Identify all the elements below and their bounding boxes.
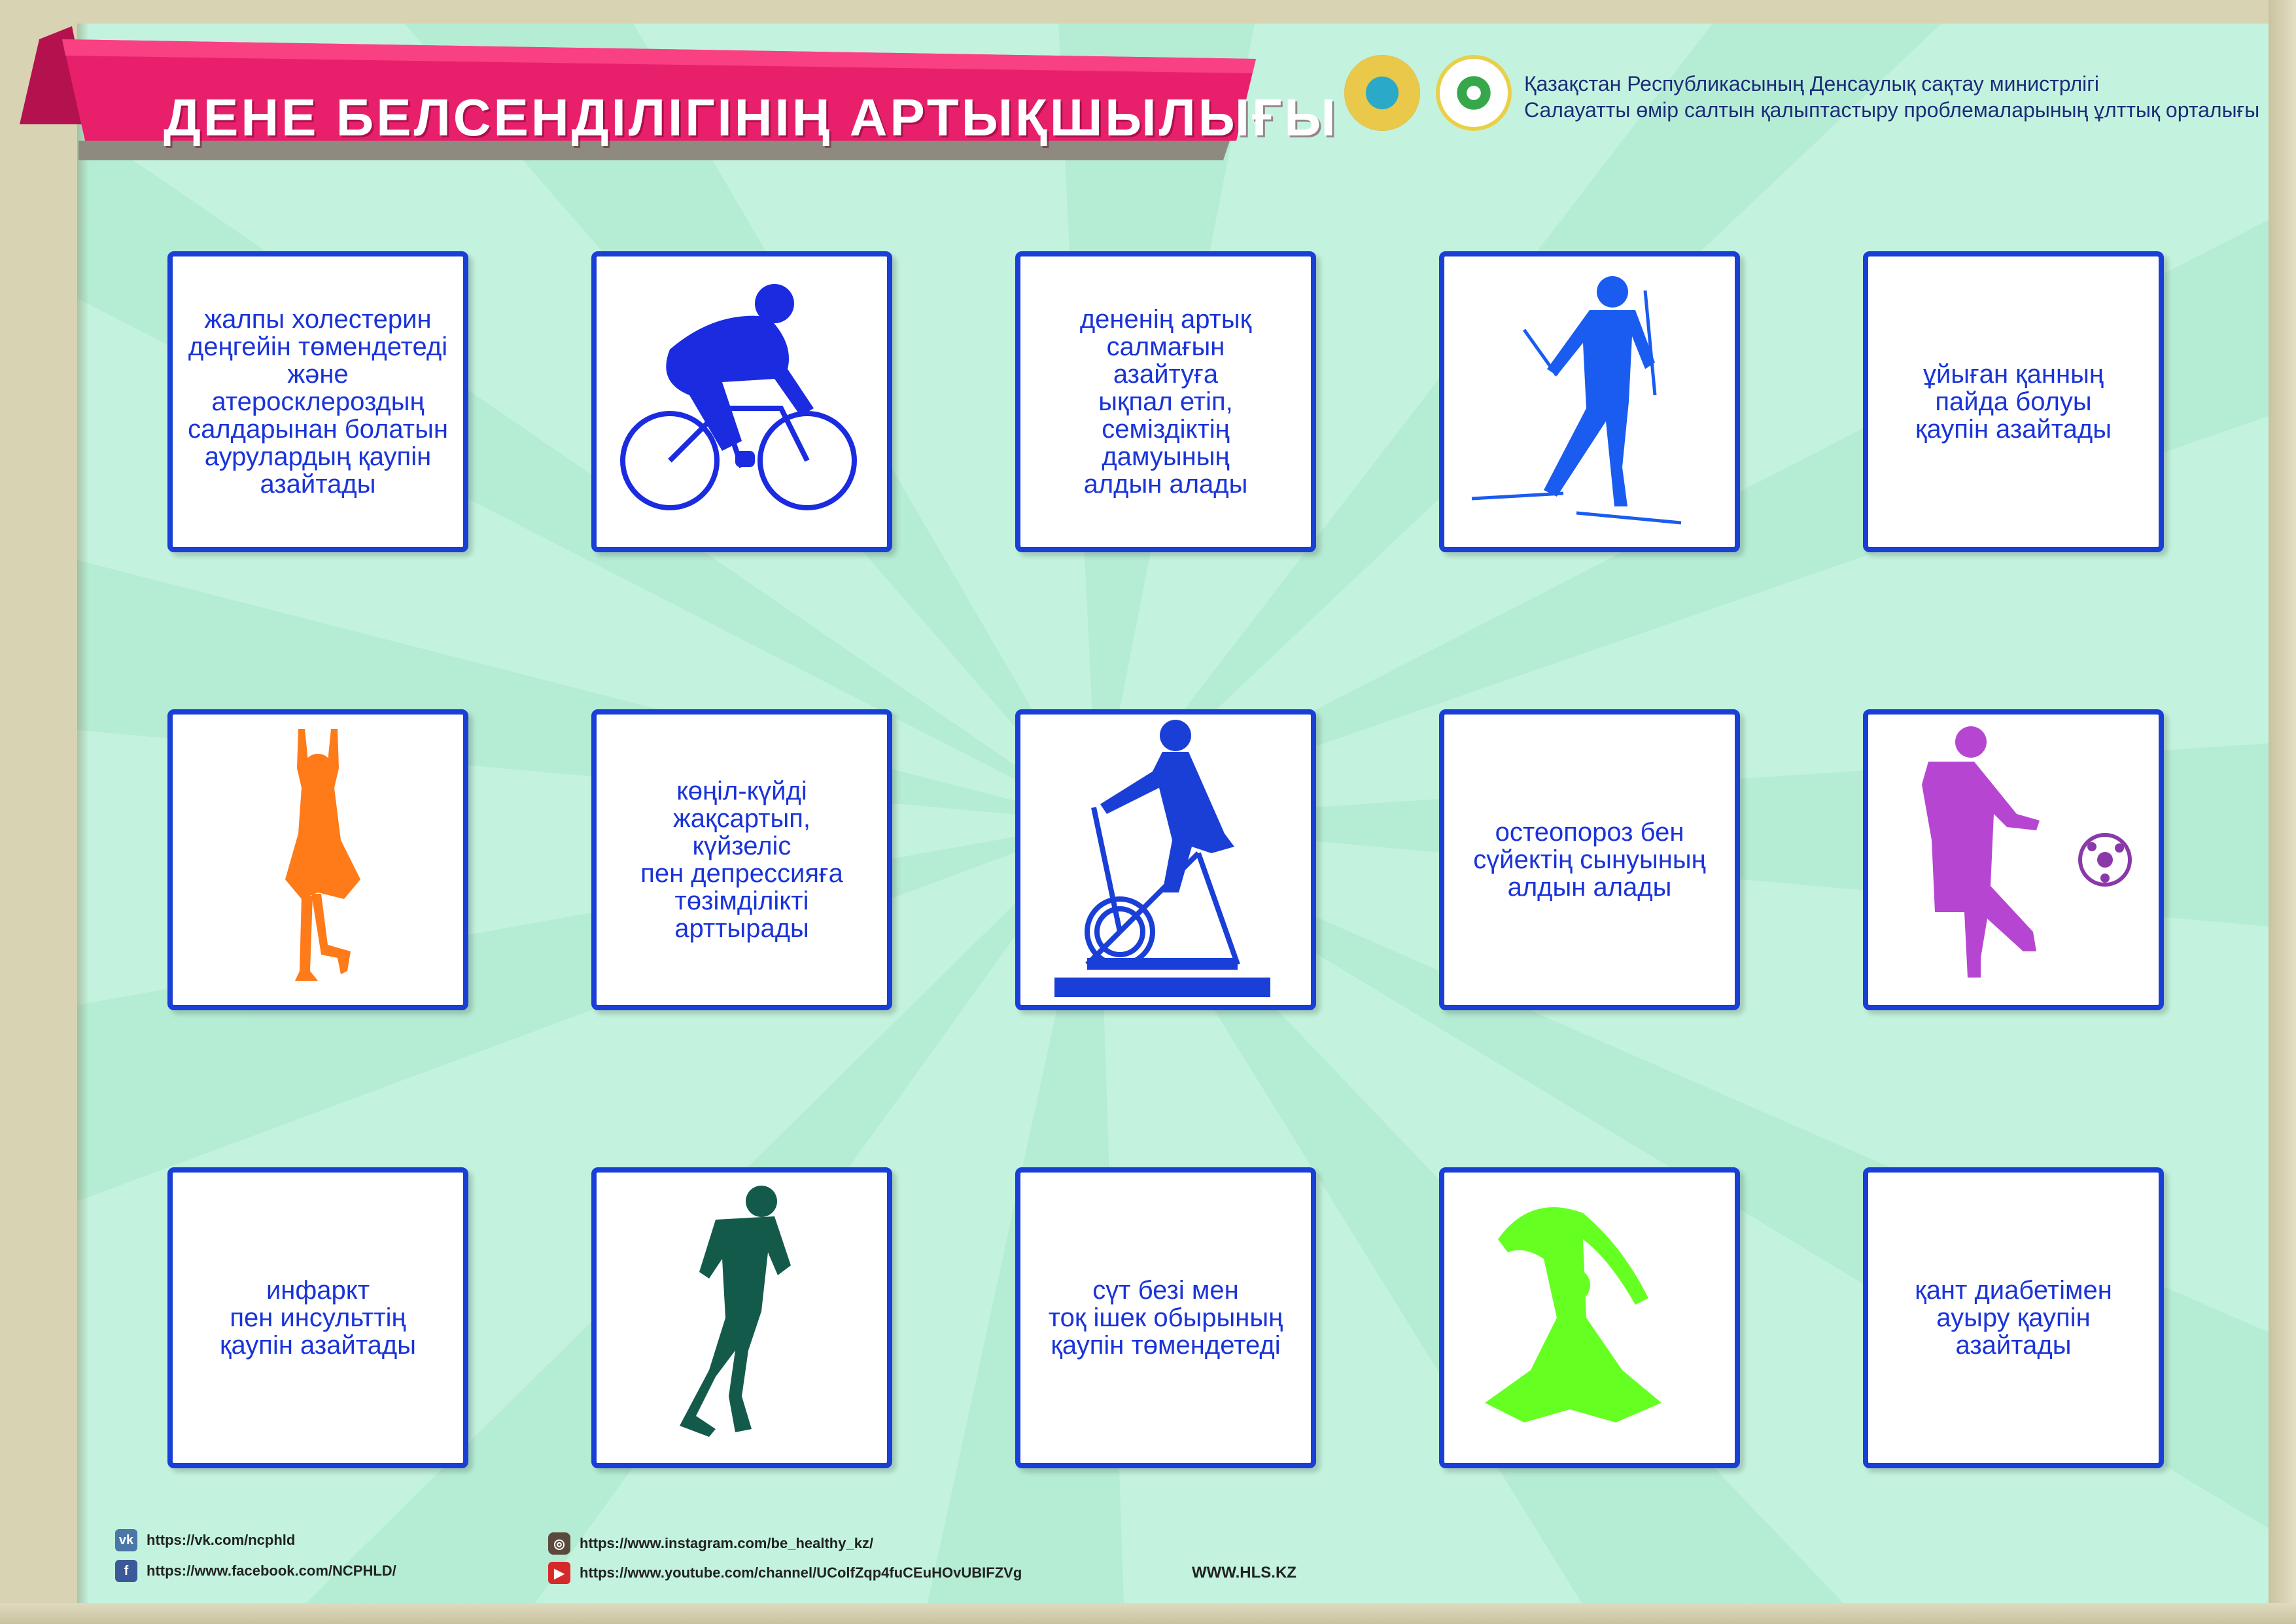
stretching-woman-icon <box>1452 1187 1727 1449</box>
tile-runner <box>591 1167 892 1468</box>
tile-blood-clots <box>1863 251 2164 552</box>
tile-figure-skater <box>167 709 468 1010</box>
tile-text: ұйыған қанның пайда болуы қаупін азайтады <box>1915 360 2112 444</box>
tile-cholesterol <box>167 251 468 552</box>
footer-vk[interactable] <box>115 1529 295 1551</box>
facebook-link[interactable]: https://www.facebook.com/NCPHLD/ <box>147 1562 396 1579</box>
ministry-line-2: Салауатты өмір салтын қалыптастыру проблемаларының ұлттық орталығы <box>1524 98 2260 122</box>
footer-site[interactable]: WWW.HLS.KZ <box>1192 1564 1296 1581</box>
figure-skater-icon <box>187 722 449 997</box>
tile-soccer-player <box>1863 709 2164 1010</box>
soccer-player-icon <box>1876 722 2151 997</box>
tile-osteoporosis <box>1439 709 1740 1010</box>
tile-text: сүт безі мен тоқ ішек обырының қаупін төмендетеді <box>1048 1276 1283 1360</box>
youtube-link[interactable]: https://www.youtube.com/channel/UColfZqp4fuCEuHOvUBIFZVg <box>580 1564 1022 1581</box>
tile-diabetes <box>1863 1167 2164 1468</box>
ministry-caption <box>1524 71 2259 123</box>
vk-icon: vk <box>115 1529 137 1551</box>
tile-text: жалпы холестерин деңгейін төмендетеді және атеросклероздың салдарынан болатын аурулардың қаупін азайтады <box>188 305 448 499</box>
frame-bottom <box>0 1603 2296 1624</box>
tile-cancer <box>1015 1167 1316 1468</box>
youtube-icon: ▶ <box>548 1562 570 1584</box>
tile-exercise-bike <box>1015 709 1316 1010</box>
runner-icon <box>611 1180 873 1455</box>
instagram-icon: ◎ <box>548 1532 570 1555</box>
footer-instagram[interactable] <box>548 1532 873 1555</box>
tile-text: көңіл-күйді жақсартып, күйзеліс пен депрессияға төзімділікті арттырады <box>640 777 843 943</box>
tile-text: инфаркт пен инсульттің қаупін азайтады <box>220 1276 416 1360</box>
poster-title: ДЕНЕ БЕЛСЕНДІЛІГІНІҢ АРТЫҚШЫЛЫҒЫ <box>164 88 1338 147</box>
frame-right <box>2269 0 2296 1624</box>
board-shadow <box>77 24 89 1603</box>
skier-icon <box>1459 271 1720 533</box>
footer-youtube[interactable] <box>548 1562 1022 1584</box>
title-ribbon <box>0 26 1338 177</box>
tile-text: қант диабетімен ауыру қаупін азайтады <box>1915 1276 2112 1360</box>
tile-stretching <box>1439 1167 1740 1468</box>
tile-weight <box>1015 251 1316 552</box>
instagram-link[interactable]: https://www.instagram.com/be_healthy_kz/ <box>580 1535 874 1551</box>
cyclist-icon <box>611 271 873 533</box>
tile-skier <box>1439 251 1740 552</box>
tile-heart-attack <box>167 1167 468 1468</box>
kazakhstan-emblem-icon <box>1344 55 1420 131</box>
ministry-line-1: Қазақстан Республикасының Денсаулық сақтау министрлігі <box>1524 72 2099 96</box>
vk-link[interactable]: https://vk.com/ncphld <box>147 1532 296 1548</box>
exercise-bike-icon <box>1028 716 1303 1004</box>
facebook-icon: f <box>115 1560 137 1582</box>
tile-mood <box>591 709 892 1010</box>
tile-cyclist <box>591 251 892 552</box>
footer-facebook[interactable] <box>115 1560 396 1582</box>
tile-text: дененің артық салмағын азайтуға ықпал етіп, семіздіктің дамуының алдын алады <box>1079 305 1252 499</box>
ncphld-logo-icon <box>1436 55 1512 131</box>
tile-text: остеопороз бен сүйектің сынуының алдын алады <box>1473 818 1706 902</box>
